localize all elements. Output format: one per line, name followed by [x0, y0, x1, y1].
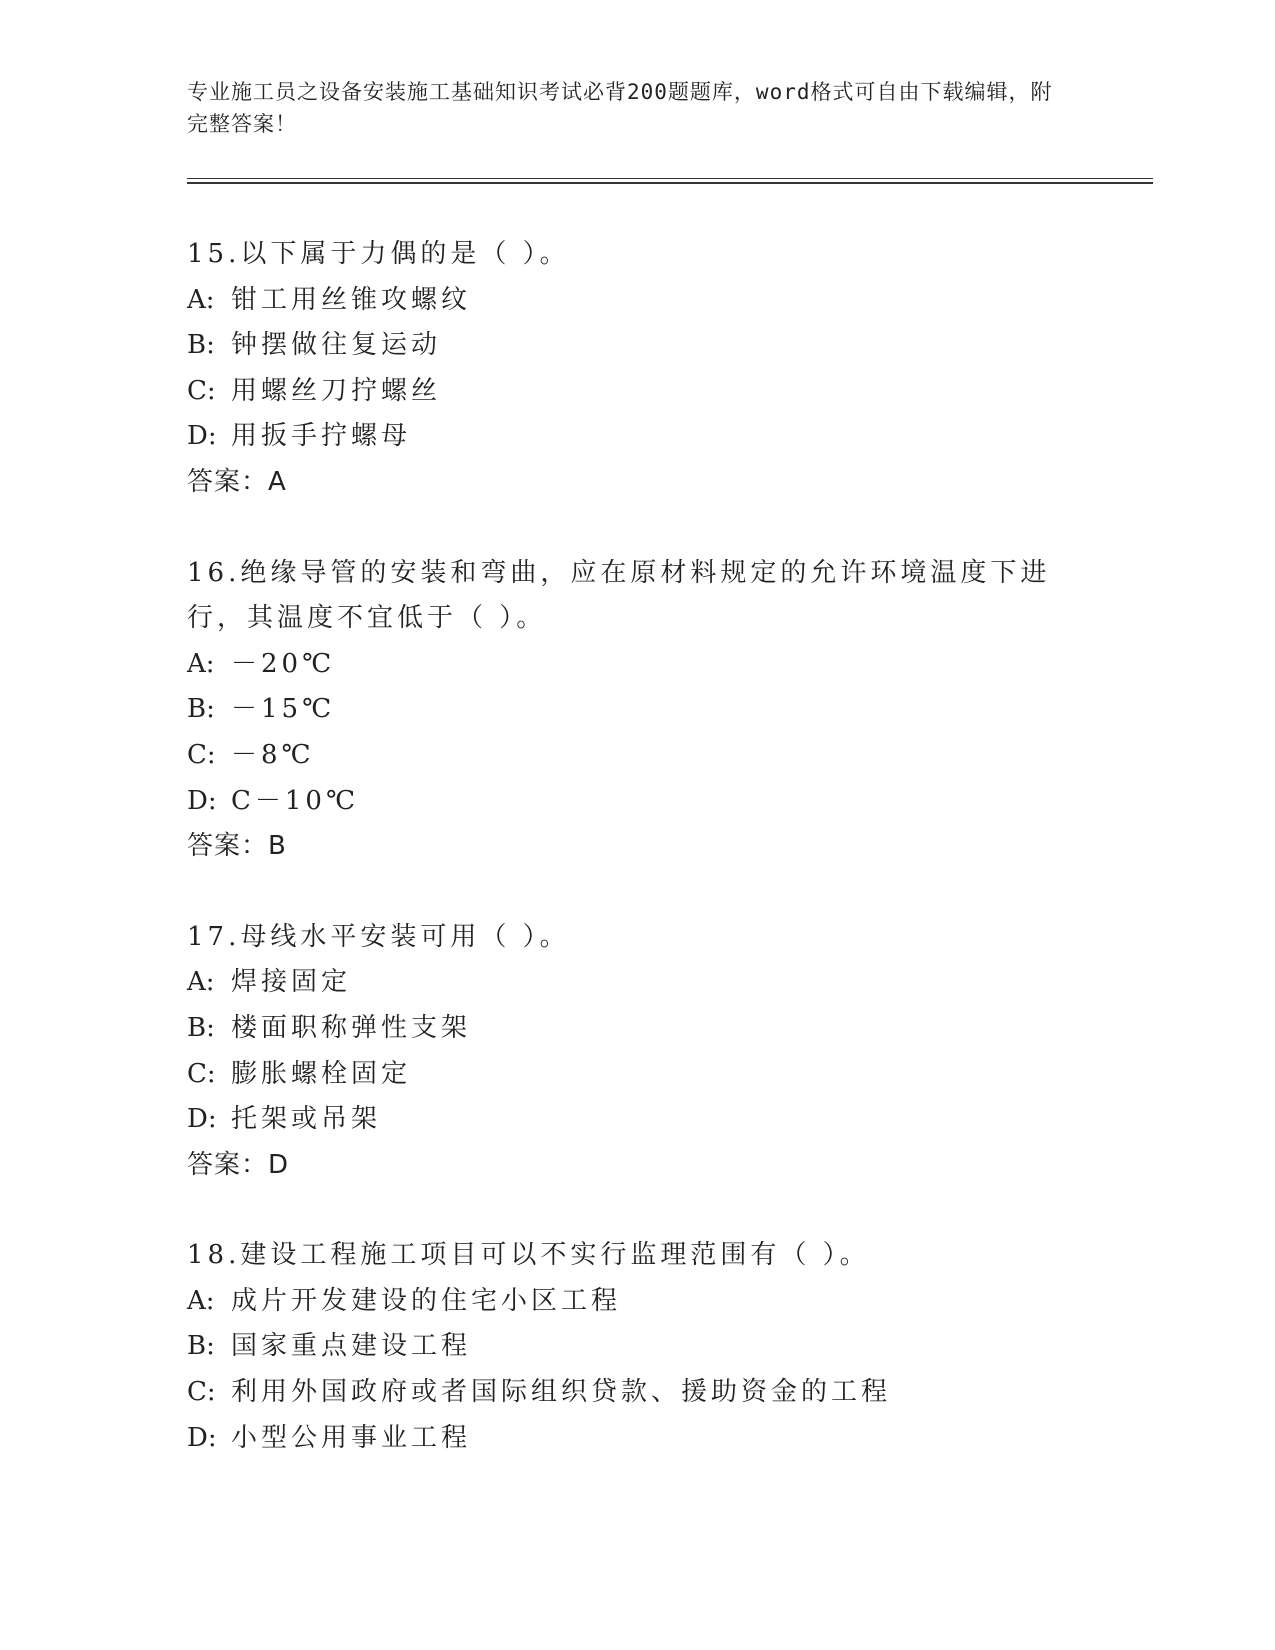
option-text: 钳工用丝锥攻螺纹 — [231, 284, 472, 315]
answer-line: 答案：D — [187, 1149, 290, 1180]
option-text: 利用外国政府或者国际组织贷款、援助资金的工程 — [231, 1377, 892, 1408]
option-d — [187, 1416, 1087, 1462]
option-label: D: — [187, 1422, 217, 1453]
option-label: A: — [187, 648, 215, 679]
option-text: 国家重点建设工程 — [231, 1331, 472, 1362]
question-stem: 18.建设工程施工项目可以不实行监理范围有（ ）。 — [187, 1240, 870, 1271]
option-text: 用扳手拧螺母 — [231, 421, 412, 452]
option-c — [187, 733, 1087, 779]
option-text: 成片开发建设的住宅小区工程 — [231, 1285, 622, 1316]
option-b — [187, 687, 1087, 733]
option-text: 楼面职称弹性支架 — [231, 1012, 472, 1043]
option-b — [187, 1324, 1087, 1370]
option-d — [187, 1097, 1087, 1143]
option-label: B: — [187, 1012, 215, 1043]
option-text: C－10℃ — [231, 785, 360, 816]
option-a — [187, 960, 1087, 1006]
header-divider-top — [187, 178, 1153, 179]
option-label: C: — [187, 375, 216, 406]
option-a — [187, 1279, 1087, 1325]
question-18 — [187, 1233, 1087, 1461]
option-text: 托架或吊架 — [231, 1104, 382, 1135]
option-text: －20℃ — [231, 648, 336, 679]
option-label: A: — [187, 284, 215, 315]
option-label: B: — [187, 1331, 215, 1362]
option-text: －8℃ — [231, 739, 315, 770]
option-text: 钟摆做往复运动 — [231, 330, 442, 361]
option-label: A: — [187, 967, 215, 998]
option-a — [187, 642, 1087, 688]
answer-line: 答案：A — [187, 466, 287, 497]
question-stem: 16.绝缘导管的安装和弯曲，应在原材料规定的允许环境温度下进行，其温度不宜低于（ ）。 — [187, 557, 1051, 634]
option-b — [187, 1006, 1087, 1052]
question-list — [187, 232, 1087, 1506]
option-c — [187, 369, 1087, 415]
question-15 — [187, 232, 1087, 506]
question-16 — [187, 551, 1087, 870]
option-d — [187, 414, 1087, 460]
option-text: －15℃ — [231, 694, 336, 725]
option-text: 用螺丝刀拧螺丝 — [231, 375, 442, 406]
option-a — [187, 278, 1087, 324]
question-17 — [187, 915, 1087, 1189]
option-text: 焊接固定 — [231, 967, 352, 998]
option-label: B: — [187, 330, 215, 361]
option-label: C: — [187, 739, 216, 770]
option-label: B: — [187, 694, 215, 725]
option-label: D: — [187, 1104, 217, 1135]
document-header: 专业施工员之设备安装施工基础知识考试必背200题题库，word格式可自由下载编辑，附完整答案！ — [187, 80, 1053, 136]
question-stem: 17.母线水平安装可用（ ）。 — [187, 921, 570, 952]
option-c — [187, 1052, 1087, 1098]
answer-line: 答案：B — [187, 831, 287, 862]
option-label: A: — [187, 1285, 215, 1316]
option-b — [187, 323, 1087, 369]
question-stem: 15.以下属于力偶的是（ ）。 — [187, 239, 570, 269]
option-label: D: — [187, 785, 217, 816]
option-text: 膨胀螺栓固定 — [231, 1058, 412, 1089]
option-d — [187, 779, 1087, 825]
header-divider-bottom — [187, 182, 1153, 184]
option-c — [187, 1370, 1087, 1416]
option-label: C: — [187, 1058, 216, 1089]
option-text: 小型公用事业工程 — [231, 1422, 472, 1453]
option-label: C: — [187, 1377, 216, 1408]
option-label: D: — [187, 421, 217, 452]
